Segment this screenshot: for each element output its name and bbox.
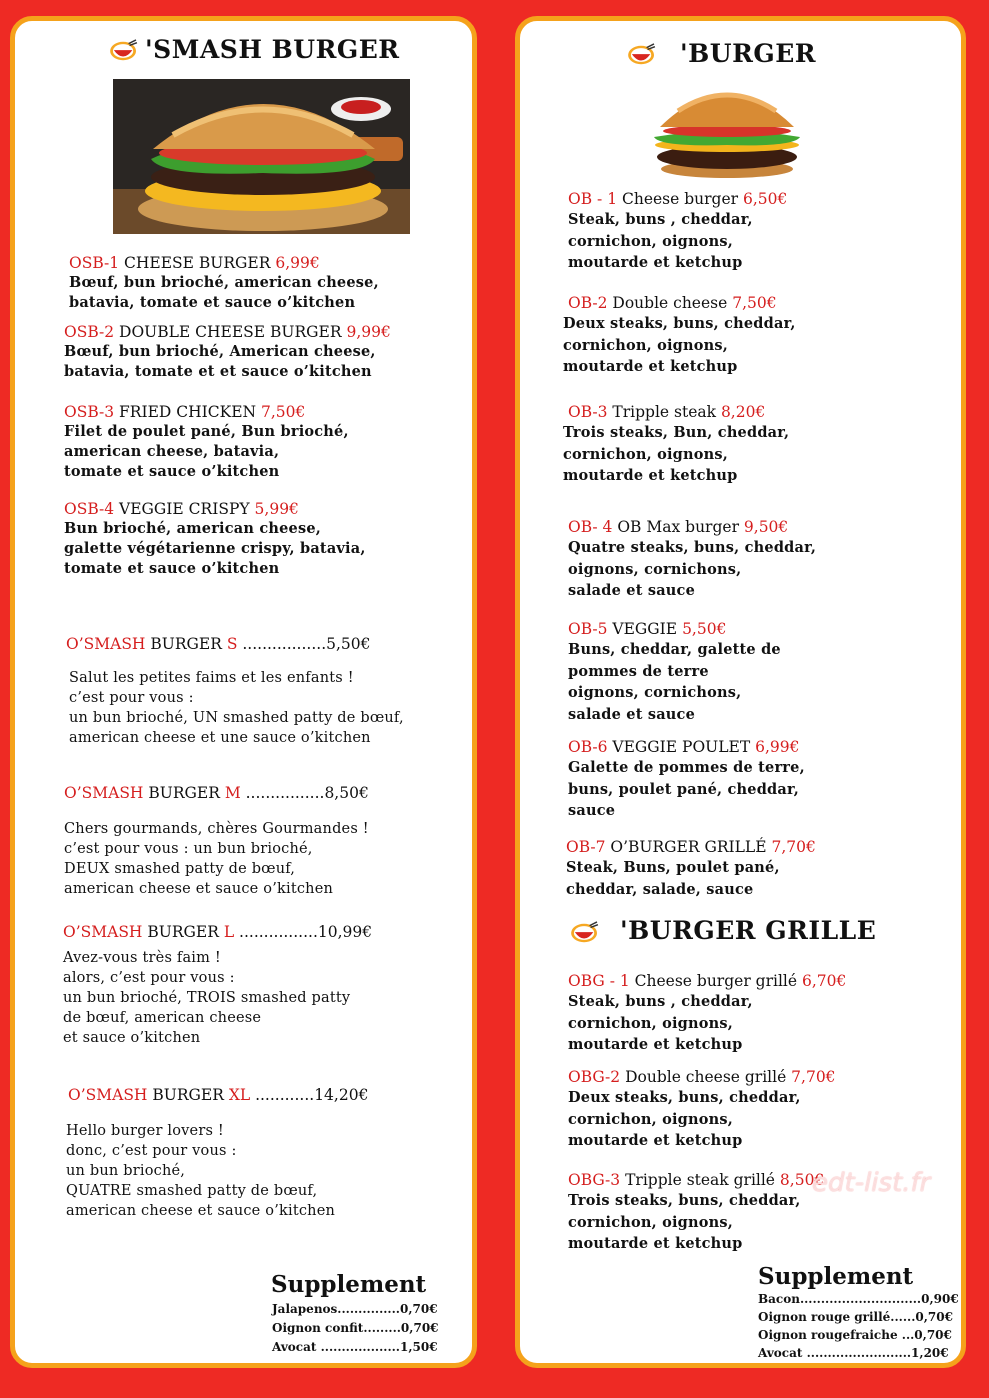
item-name: Cheese burger grillé: [629, 972, 802, 990]
supplement-row: Oignon confit.........0,70€: [272, 1321, 439, 1335]
size-price: ................10,99€: [234, 923, 373, 941]
size-desc: Salut les petites faims et les enfants !: [69, 670, 354, 686]
item-name: Double cheese grillé: [620, 1068, 792, 1086]
menu-item-ob-7: [566, 837, 816, 900]
menu-item-ob-5: [568, 619, 781, 725]
item-code: OSB-2: [64, 323, 115, 341]
item-code: OB-3: [568, 403, 608, 421]
item-desc: batavia, tomate et et sauce o’kitchen: [64, 363, 372, 380]
item-code: OB-2: [568, 294, 608, 312]
size-desc: de bœuf, american cheese: [63, 1010, 262, 1026]
item-desc: cornichon, oignons,: [568, 1014, 733, 1032]
item-desc: american cheese, batavia,: [64, 443, 280, 460]
size-item-l: [63, 922, 372, 1048]
item-price: 7,50€: [732, 294, 777, 312]
size-item-m: [64, 783, 369, 899]
size-desc: un bun brioché, TROIS smashed patty: [63, 990, 351, 1006]
menu-item-osb-3: [64, 402, 349, 482]
size-desc: c’est pour vous : un bun brioché,: [64, 841, 313, 857]
menu-item-ob-2: [563, 293, 796, 378]
item-desc: moutarde et ketchup: [563, 358, 738, 375]
size-mid: BURGER: [147, 1086, 229, 1104]
item-name: FRIED CHICKEN: [114, 403, 261, 421]
item-desc: tomate et sauce o’kitchen: [64, 560, 280, 577]
size-desc: c’est pour vous :: [69, 690, 194, 706]
item-price: 7,50€: [261, 403, 306, 421]
smash-burger-panel: [10, 16, 477, 1368]
item-desc: Galette de pommes de terre,: [568, 759, 805, 776]
item-code: OB-5: [568, 620, 608, 638]
item-price: 9,99€: [346, 323, 391, 341]
item-desc: Steak, Buns, poulet pané,: [566, 859, 780, 876]
size-desc: Hello burger lovers !: [66, 1123, 224, 1139]
item-code: OBG - 1: [568, 972, 630, 990]
item-price: 8,20€: [720, 403, 766, 421]
size-desc: Avez-vous très faim !: [63, 950, 221, 966]
supplement-row: Bacon.............................0,90€: [758, 1292, 959, 1306]
item-desc: cornichon, oignons,: [563, 445, 728, 463]
size-desc: Chers gourmands, chères Gourmandes !: [64, 821, 369, 837]
supplement-row: Jalapenos...............0,70€: [272, 1302, 438, 1316]
menu-item-obg-2: [568, 1067, 836, 1152]
size-label: XL: [228, 1086, 251, 1104]
bowl-logo-icon: [625, 43, 659, 67]
item-name: Tripple steak: [607, 403, 721, 421]
item-desc: buns, poulet pané, cheddar,: [568, 780, 800, 798]
item-desc: oignons, cornichons,: [568, 684, 742, 701]
size-label: L: [223, 923, 235, 941]
size-mid: BURGER: [145, 635, 227, 653]
supplement-title: Supplement: [271, 1271, 427, 1298]
item-desc: galette végétarienne crispy, batavia,: [64, 540, 366, 557]
size-prefix: O’SMASH: [63, 923, 143, 941]
bowl-logo-icon: [568, 921, 602, 945]
item-desc: moutarde et ketchup: [568, 254, 743, 271]
item-price: 6,99€: [275, 254, 320, 272]
size-desc: alors, c’est pour vous :: [63, 970, 235, 986]
menu-item-ob-3: [563, 402, 790, 487]
supplement-title: Supplement: [758, 1263, 914, 1290]
item-desc: Trois steaks, buns, cheddar,: [568, 1192, 801, 1209]
size-label: M: [224, 784, 241, 802]
menu-item-ob-6: [568, 737, 805, 822]
item-code: OSB-3: [64, 403, 115, 421]
supplement-row: Avocat .........................1,20€: [758, 1346, 949, 1360]
supplement-row: Avocat ...................1,50€: [272, 1340, 438, 1354]
item-desc: moutarde et ketchup: [563, 467, 738, 484]
item-desc: Deux steaks, buns, cheddar,: [563, 315, 796, 332]
item-price: 7,70€: [791, 1068, 836, 1086]
size-mid: BURGER: [143, 784, 225, 802]
item-name: VEGGIE: [607, 620, 683, 638]
size-desc: donc, c’est pour vous :: [66, 1143, 237, 1159]
size-item-s: [66, 634, 404, 748]
supplement-row: Oignon rouge grillé......0,70€: [758, 1310, 953, 1324]
menu-item-obg-3: [568, 1170, 824, 1255]
item-price: 6,70€: [801, 972, 847, 990]
item-price: 6,50€: [742, 190, 788, 208]
item-code: OBG-3: [568, 1171, 621, 1189]
section-title: 'SMASH BURGER: [145, 35, 400, 64]
size-mid: BURGER: [142, 923, 224, 941]
size-label: S: [226, 635, 238, 653]
item-desc: salade et sauce: [568, 705, 696, 723]
item-desc: cornichon, oignons,: [568, 1213, 733, 1231]
item-desc: Steak, buns , cheddar,: [568, 993, 753, 1010]
item-price: 8,50€: [779, 1171, 825, 1189]
item-name: DOUBLE CHEESE BURGER: [114, 323, 347, 341]
menu-item-osb-1: [69, 253, 379, 313]
size-desc: et sauce o’kitchen: [63, 1030, 201, 1046]
item-desc: cornichon, oignons,: [568, 1110, 733, 1128]
menu-item-osb-2: [64, 322, 391, 382]
section-title: 'BURGER: [680, 39, 817, 68]
size-desc: QUATRE smashed patty de bœuf,: [66, 1183, 318, 1199]
item-code: OB-7: [566, 838, 606, 856]
item-desc: cheddar, salade, sauce: [566, 880, 754, 898]
size-price: ................8,50€: [240, 784, 369, 802]
item-desc: oignons, cornichons,: [568, 560, 742, 578]
size-desc: un bun brioché,: [66, 1163, 186, 1179]
item-desc: tomate et sauce o’kitchen: [64, 463, 280, 480]
size-price: ............14,20€: [250, 1086, 369, 1104]
item-desc: sauce: [568, 802, 616, 819]
watermark: edt-list.fr: [812, 1168, 931, 1198]
item-code: OB- 4: [568, 518, 613, 536]
size-desc: un bun brioché, UN smashed patty de bœuf,: [69, 710, 404, 726]
item-desc: Bœuf, bun brioché, american cheese,: [69, 274, 379, 291]
item-desc: Steak, buns , cheddar,: [568, 211, 753, 228]
item-desc: moutarde et ketchup: [568, 1132, 743, 1149]
size-prefix: O’SMASH: [64, 784, 144, 802]
item-code: OSB-4: [64, 500, 115, 518]
item-desc: Buns, cheddar, galette de: [568, 641, 781, 658]
bowl-logo-icon: [107, 39, 141, 63]
item-desc: Trois steaks, Bun, cheddar,: [563, 424, 790, 441]
item-name: O’BURGER GRILLÉ: [605, 838, 772, 856]
size-desc: DEUX smashed patty de bœuf,: [64, 861, 296, 877]
item-code: OBG-2: [568, 1068, 621, 1086]
item-price: 6,99€: [755, 738, 800, 756]
item-name: CHEESE BURGER: [119, 254, 276, 272]
item-desc: Bœuf, bun brioché, American cheese,: [64, 343, 376, 360]
size-prefix: O’SMASH: [66, 635, 146, 653]
item-desc: cornichon, oignons,: [568, 232, 733, 250]
burger-panel: [515, 16, 966, 1368]
item-price: 5,99€: [254, 500, 299, 518]
item-desc: cornichon, oignons,: [563, 336, 728, 354]
item-desc: pommes de terre: [568, 662, 709, 680]
section-title-grille: 'BURGER GRILLE: [620, 916, 877, 945]
item-desc: batavia, tomate et sauce o’kitchen: [69, 294, 356, 311]
item-desc: Deux steaks, buns, cheddar,: [568, 1089, 801, 1106]
item-code: OB-6: [568, 738, 608, 756]
item-name: VEGGIE POULET: [607, 738, 756, 756]
item-name: VEGGIE CRISPY: [114, 500, 255, 518]
item-desc: moutarde et ketchup: [568, 1235, 743, 1252]
item-desc: Bun brioché, american cheese,: [64, 520, 322, 537]
menu-item-ob-4: [568, 517, 816, 602]
item-code: OB - 1: [568, 190, 618, 208]
item-code: OSB-1: [69, 254, 120, 272]
size-desc: american cheese et sauce o’kitchen: [64, 881, 334, 897]
smash-burger-photo: [113, 79, 410, 234]
item-name: OB Max burger: [612, 518, 744, 536]
item-name: Double cheese: [607, 294, 733, 312]
item-desc: moutarde et ketchup: [568, 1036, 743, 1053]
item-price: 5,50€: [682, 620, 727, 638]
supplement-row: Oignon rougefraiche ...0,70€: [758, 1328, 952, 1342]
item-price: 7,70€: [771, 838, 816, 856]
size-price: .................5,50€: [237, 635, 371, 653]
size-item-xl: [68, 1085, 368, 1221]
item-price: 9,50€: [743, 518, 789, 536]
menu-item-ob-1: [568, 189, 787, 274]
item-desc: Filet de poulet pané, Bun brioché,: [64, 423, 349, 440]
item-name: Cheese burger: [617, 190, 743, 208]
item-name: Tripple steak grillé: [620, 1171, 780, 1189]
size-desc: american cheese et sauce o’kitchen: [66, 1203, 336, 1219]
item-desc: Quatre steaks, buns, cheddar,: [568, 539, 817, 556]
burger-photo: [634, 71, 820, 181]
menu-item-osb-4: [64, 499, 366, 579]
size-desc: american cheese et une sauce o’kitchen: [69, 730, 371, 746]
item-desc: salade et sauce: [568, 582, 696, 599]
size-prefix: O’SMASH: [68, 1086, 148, 1104]
menu-item-obg-1: [568, 971, 846, 1056]
